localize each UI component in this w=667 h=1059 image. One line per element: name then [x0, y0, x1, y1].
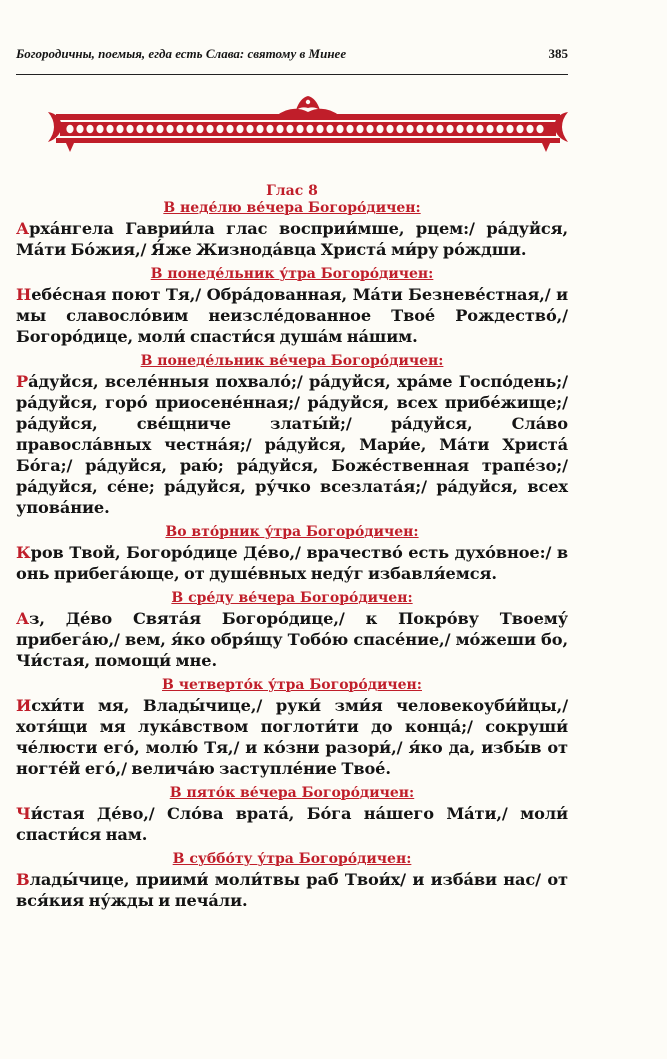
ornament-bead	[416, 125, 423, 133]
ornament-bead	[326, 125, 333, 133]
ornament-bead	[356, 125, 363, 133]
hymn-body: рха́нгела Гаврии́ла глас восприи́мше, рцем:/ ра́дуйся, Ма́ти Бо́жия,/ Я́же Жизнода́вца Христа́ ми́ру ро́ждши.	[16, 219, 568, 259]
hymn-text	[16, 608, 568, 671]
ornament-bead	[126, 125, 133, 133]
ornament-bead	[266, 125, 273, 133]
hymn-title: В сре́ду ве́чера Богоро́дичен:	[171, 590, 413, 606]
hymn-text	[16, 371, 568, 518]
hymn-title: В четверто́к у́тра Богоро́дичен:	[162, 677, 422, 693]
ornament-bead	[96, 125, 103, 133]
hymn-initial: И	[16, 696, 32, 715]
running-header	[16, 46, 568, 62]
hymn-body: схи́ти мя, Влады́чице,/ руки́ зми́я человекоуби́йцы,/ хотя́щи мя лука́вством поглоти́ти до конца́;/ сокруши́ че́люсти его́, молю́ Тя,/ и ко́зни разори́,/ я́ко да, избы́в от ногте́й его́,/ велича́ю заступле́ние Твое́.	[16, 696, 568, 778]
ornament-bead	[246, 125, 253, 133]
ornament-bead	[156, 125, 163, 133]
hymn-text	[16, 542, 568, 584]
hymn-title: Во вто́рник у́тра Богоро́дичен:	[165, 524, 419, 540]
hymn-body: и́стая Де́во,/ Сло́ва врата́, Бо́га на́шего Ма́ти,/ моли́ спасти́ся нам.	[16, 804, 568, 844]
hymn-text	[16, 869, 568, 911]
ornament-bead	[176, 125, 183, 133]
hymn-text	[16, 284, 568, 347]
header-rule	[16, 74, 568, 75]
hymn-title: В понеде́льник ве́чера Богоро́дичен:	[140, 353, 444, 369]
hymn-list	[16, 200, 568, 911]
hymn-text	[16, 695, 568, 779]
ornament-bead	[136, 125, 143, 133]
ornament-bead	[146, 125, 153, 133]
tone-heading: Глас 8	[266, 183, 318, 199]
ornament-bead	[336, 125, 343, 133]
ornament-bead	[456, 125, 463, 133]
ornament-bead	[466, 125, 473, 133]
hymn-initial: К	[16, 543, 31, 562]
hymn-body: а́дуйся, вселе́нныя похвало́;/ ра́дуйся, хра́ме Госпо́день;/ ра́дуйся, горо́ приосене́нная;/ ра́дуйся, всех прибе́жище;/ ра́дуйся, све́щниче златы́й;/ ра́дуйся, Сла́во правосла́вных честна́я;/ ра́дуйся, Мари́е, Ма́ти Христа́ Бо́га;/ ра́дуйся, раю́; ра́дуйся, Боже́ственная трапе́зо;/ ра́дуйся, се́не; ра́дуйся, ру́чко всезлата́я;/ ра́дуйся, всех упова́ние.	[16, 372, 568, 517]
ornament-bead	[276, 125, 283, 133]
decorative-headpiece	[48, 96, 568, 158]
hymn-body: ров Твой, Богоро́дице Де́во,/ врачество́ есть духо́вное:/ в онь прибега́юще, от душе́вных неду́г избавля́емся.	[16, 543, 568, 583]
hymn-body: з, Де́во Свята́я Богоро́дице,/ к Покро́ву Твоему́ прибега́ю,/ вем, я́ко обря́щу Тобо́ю спасе́ние,/ мо́жеши бо, Чи́стая, помощи́ мне.	[16, 609, 568, 670]
ornament-bead	[426, 125, 433, 133]
ornament-bead	[396, 125, 403, 133]
ornament-bead	[86, 125, 93, 133]
ornament-bead	[436, 125, 443, 133]
hymn-initial: А	[16, 609, 30, 628]
ornament-bead	[206, 125, 213, 133]
ornament-bead	[196, 125, 203, 133]
ornament-bead	[406, 125, 413, 133]
hymn-initial: Р	[16, 372, 29, 391]
hymn-initial: А	[16, 219, 30, 238]
hymn-title: В пято́к ве́чера Богоро́дичен:	[169, 785, 415, 801]
hymn-title: В неде́лю ве́чера Богоро́дичен:	[163, 200, 421, 216]
ornament-bead	[446, 125, 453, 133]
ornament-bead	[346, 125, 353, 133]
hymn-title: В суббо́ту у́тра Богоро́дичен:	[172, 851, 412, 867]
ornament-bead	[306, 125, 313, 133]
ornament-bead	[376, 125, 383, 133]
hymn-text	[16, 803, 568, 845]
ornament-bead	[106, 125, 113, 133]
hymn-text	[16, 218, 568, 260]
ornament-bead	[516, 125, 523, 133]
ornament-bead	[386, 125, 393, 133]
ornament-bead	[486, 125, 493, 133]
ornament-bead	[76, 125, 83, 133]
ornament-bead	[506, 125, 513, 133]
ornament-bead	[236, 125, 243, 133]
hymn-body: лады́чице, приими́ моли́твы раб Твои́х/ и изба́ви нас/ от вся́кия ну́жды и печа́ли.	[16, 870, 568, 910]
page-number: 385	[548, 46, 568, 61]
ornament-bead	[226, 125, 233, 133]
ornament-bead	[496, 125, 503, 133]
ornament-bead	[476, 125, 483, 133]
ornament-bead	[526, 125, 533, 133]
hymn-initial: В	[16, 870, 30, 889]
ornament-bead	[216, 125, 223, 133]
running-title: Богородичны, поемыя, егда есть Слава: святому в Минее	[16, 46, 347, 61]
ornament-bead	[66, 125, 73, 133]
ornament-bead	[166, 125, 173, 133]
hymn-body: ебе́сная поют Тя,/ Обра́дованная, Ма́ти Безневе́стная,/ и мы славосло́вим неизсле́дованное Твое́ Рождество́,/ Богоро́дице, моли́ спасти́ся душа́м на́шим.	[16, 285, 568, 346]
ornament-bead	[286, 125, 293, 133]
hymn-initial: Ч	[16, 804, 31, 823]
ornament-bead	[296, 125, 303, 133]
ornament-bead	[116, 125, 123, 133]
page-content	[16, 183, 568, 911]
hymn-title: В понеде́льник у́тра Богоро́дичен:	[150, 266, 434, 282]
ornament-bead	[186, 125, 193, 133]
ornament-bead	[366, 125, 373, 133]
ornament-bead	[316, 125, 323, 133]
ornament-bead	[256, 125, 263, 133]
ornament-bead	[536, 125, 543, 133]
hymn-initial: Н	[16, 285, 32, 304]
